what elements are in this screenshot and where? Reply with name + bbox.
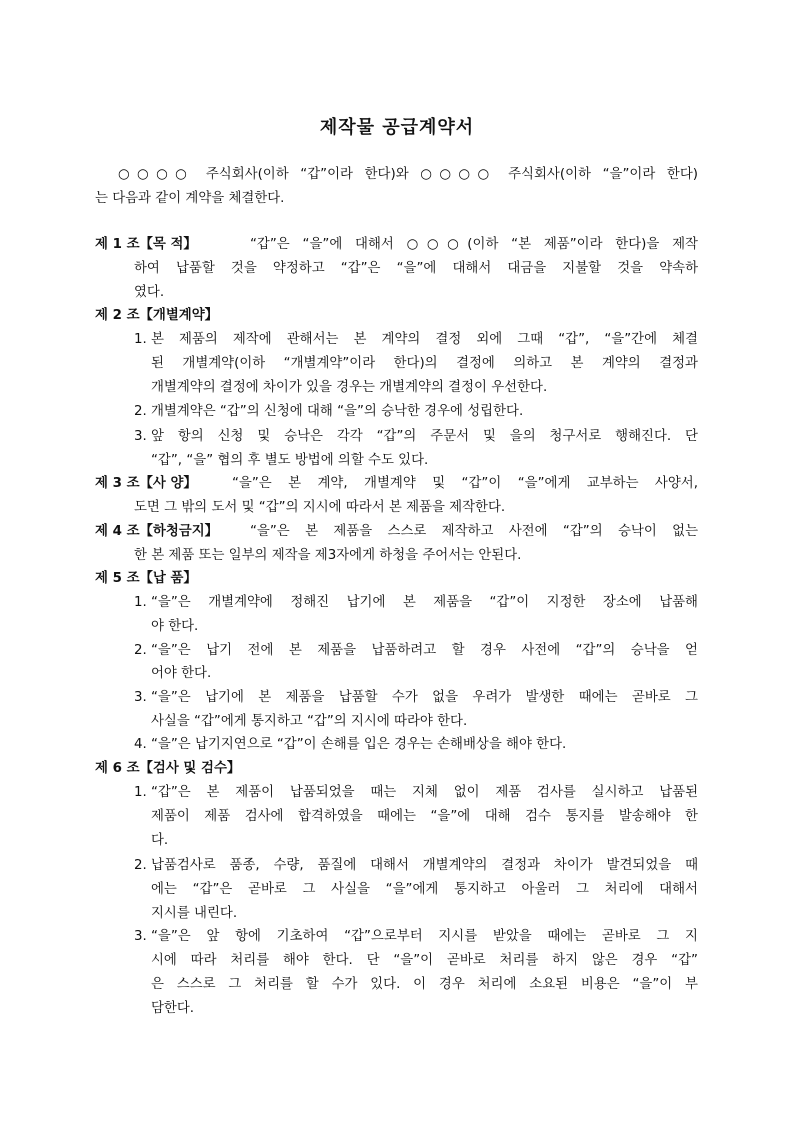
item-number: 3. [134, 429, 147, 444]
article-6-item-2-line: 납품검사로 품종, 수량, 품질에 대해서 개별계약의 결정과 차이가 발견되었을 때 [151, 858, 698, 873]
article-6-item-3-line: 시에 따라 처리를 해야 한다. 단 “을”이 곧바로 처리를 하지 않은 경우 “갑” [151, 953, 698, 968]
article-1-line: “갑”은 “을”에 대해서 ○○○(이하 “본 제품”이라 한다)을 제작 [250, 237, 698, 252]
article-6-heading: 제 6 조【검사 및 검수】 [95, 761, 241, 776]
article-6-item-1-line: 제품이 제품 검사에 합격하였을 때에는 “을”에 대해 검수 통지를 발송해야 한 [151, 809, 698, 824]
article-6-item-3-line: “을”은 앞 항에 기초하여 “갑”으로부터 지시를 받았을 때에는 곧바로 그 지 [151, 929, 698, 944]
article-2-item-1-line: 된 개별계약(이하 “개별계약”이라 한다)의 결정에 의하고 본 계약의 결정과 [151, 356, 698, 371]
article-6-item-3-line: 담한다. [151, 1001, 195, 1016]
article-6-item-2-line: 에는 “갑”은 곧바로 그 사실을 “을”에게 통지하고 아울러 그 처리에 대해서 [151, 882, 698, 897]
article-5-heading: 제 5 조【납 품】 [95, 571, 197, 586]
item-number: 2. [134, 858, 147, 873]
article-2-heading: 제 2 조【개별계약】 [95, 308, 219, 323]
item-number: 3. [134, 929, 147, 944]
article-1-line: 하여 납품할 것을 약정하고 “갑”은 “을”에 대해서 대금을 지불할 것을 약속하 [134, 261, 698, 276]
article-6-item-1-line: 다. [151, 833, 169, 848]
article-2-item-1-line: 개별계약의 결정에 차이가 있을 경우는 개별계약의 결정이 우선한다. [151, 380, 548, 395]
article-5-item-1-line: “을”은 개별계약에 정해진 납기에 본 제품을 “갑”이 지정한 장소에 납품해 [151, 595, 698, 610]
article-6-item-2-line: 지시를 내린다. [151, 906, 238, 921]
item-number: 3. [134, 690, 147, 705]
article-3-line: 도면 그 밖의 도서 및 “갑”의 지시에 따라서 본 제품을 제작한다. [134, 500, 506, 515]
article-2-item-1-line: 본 제품의 제작에 관해서는 본 계약의 결정 외에 그때 “갑”, “을”간에 체결 [151, 332, 698, 347]
item-number: 1. [134, 332, 147, 347]
article-5-item-4-line: “을”은 납기지연으로 “갑”이 손해를 입은 경우는 손해배상을 해야 한다. [151, 737, 567, 752]
article-6-item-1-line: “갑”은 본 제품이 납품되었을 때는 지체 없이 제품 검사를 실시하고 납품된 [151, 785, 698, 800]
article-5-item-1-line: 야 한다. [151, 619, 199, 634]
article-4-line: 한 본 제품 또는 일부의 제작을 제3자에게 하청을 주어서는 안된다. [134, 548, 522, 563]
document-title: 제작물 공급계약서 [319, 117, 475, 138]
intro-line: 는 다음과 같이 계약을 체결한다. [95, 191, 285, 206]
article-4-line: “을”은 본 제품을 스스로 제작하고 사전에 “갑”의 승낙이 없는 [250, 524, 698, 539]
article-2-item-3-line: 앞 항의 신청 및 승낙은 각각 “갑”의 주문서 및 을의 청구서로 행해진다. 단 [151, 429, 698, 444]
article-1-heading: 제 1 조【목 적】 [95, 237, 197, 252]
item-number: 1. [134, 785, 147, 800]
article-5-item-3-line: “을”은 납기에 본 제품을 납품할 수가 없을 우려가 발생한 때에는 곧바로 그 [151, 690, 698, 705]
intro-line: ○○○○ 주식회사(이하 “갑”이라 한다)와 ○○○○ 주식회사(이하 “을”이라 한다) [118, 167, 698, 182]
article-3-line: “을”은 본 계약, 개별계약 및 “갑”이 “을”에게 교부하는 사양서, [232, 476, 698, 491]
item-number: 2. [134, 643, 147, 658]
article-4-heading: 제 4 조【하청금지】 [95, 524, 219, 539]
item-number: 4. [134, 737, 147, 752]
article-2-item-3-line: “갑”, “을” 협의 후 별도 방법에 의할 수도 있다. [151, 453, 429, 468]
article-5-item-2-line: 어야 한다. [151, 666, 212, 681]
article-5-item-2-line: “을”은 납기 전에 본 제품을 납품하려고 할 경우 사전에 “갑”의 승낙을 얻 [151, 643, 698, 658]
item-number: 2. [134, 404, 147, 419]
item-number: 1. [134, 595, 147, 610]
article-5-item-3-line: 사실을 “갑”에게 통지하고 “갑”의 지시에 따라야 한다. [151, 714, 468, 729]
article-6-item-3-line: 은 스스로 그 처리를 할 수가 있다. 이 경우 처리에 소요된 비용은 “을”이 부 [151, 977, 698, 992]
article-1-line: 였다. [134, 285, 165, 300]
article-2-item-2-line: 개별계약은 “갑”의 신청에 대해 “을”의 승낙한 경우에 성립한다. [151, 404, 524, 419]
article-3-heading: 제 3 조【사 양】 [95, 476, 197, 491]
